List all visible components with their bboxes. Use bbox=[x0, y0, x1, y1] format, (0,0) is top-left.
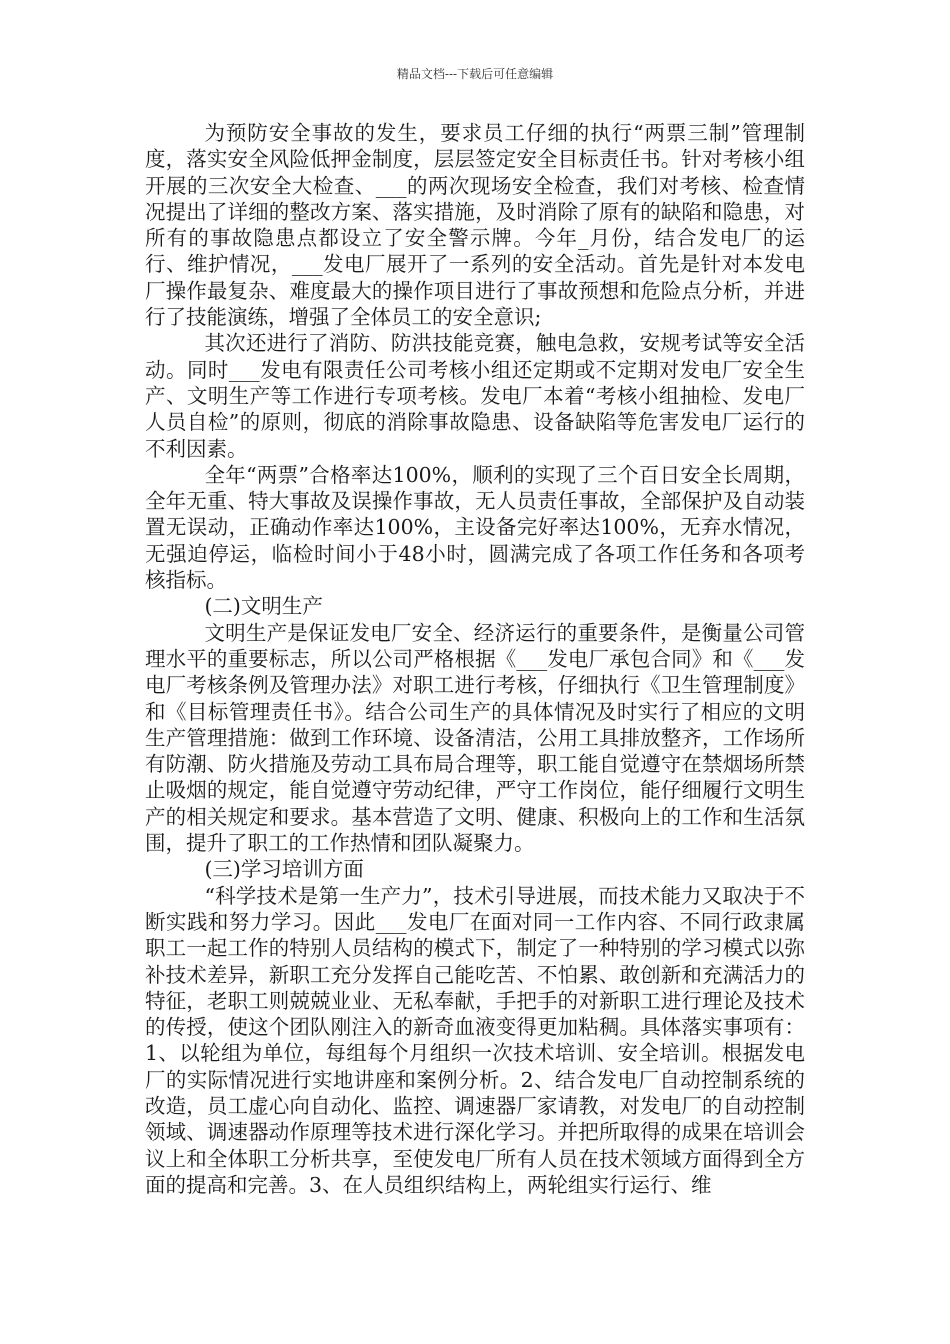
paragraph-safety-results: 全年“两票”合格率达100%，顺利的实现了三个百日安全长周期，全年无重、特大事故及误操作事故，无人员责任事故，全部保护及自动装置无误动，正确动作率达100%，主设备完好率达100%，无弃水情况，无强迫停运，临检时间小于48小时，圆满完成了各项工作任务和各项考核指标。 bbox=[145, 462, 805, 593]
document-body bbox=[145, 120, 805, 1198]
paragraph-civilized-production: 文明生产是保证发电厂安全、经济运行的重要条件，是衡量公司管理水平的重要标志，所以公司严格根据《___发电厂承包合同》和《___发电厂考核条例及管理办法》对职工进行考核，仔细执行《卫生管理制度》和《目标管理责任书》。结合公司生产的具体情况及时实行了相应的文明生产管理措施：做到工作环境、设备清洁，公用工具排放整齐，工作场所有防潮、防火措施及劳动工具布局合理等，职工能自觉遵守在禁烟场所禁止吸烟的规定，能自觉遵守劳动纪律，严守工作岗位，能仔细履行文明生产的相关规定和要求。基本营造了文明、健康、积极向上的工作和生活氛围，提升了职工的工作热情和团队凝聚力。 bbox=[145, 620, 805, 856]
paragraph-safety-activities: 其次还进行了消防、防洪技能竞赛，触电急救，安规考试等安全活动。同时___发电有限责任公司考核小组还定期或不定期对发电厂安全生产、文明生产等工作进行专项考核。发电厂本着“考核小组抽检、发电厂人员自检”的原则，彻底的消除事故隐患、设备缺陷等危害发电厂运行的不利因素。 bbox=[145, 331, 805, 461]
paragraph-safety-measures: 为预防安全事故的发生，要求员工仔细的执行“两票三制”管理制度，落实安全风险低押金制度，层层签定安全目标责任书。针对考核小组开展的三次安全大检查、___的两次现场安全检查，我们对考核、检查情况提出了详细的整改方案、落实措施，及时消除了原有的缺陷和隐患，对所有的事故隐患点都设立了安全警示牌。今年_月份，结合发电厂的运行、维护情况，___发电厂展开了一系列的安全活动。首先是针对本发电厂操作最复杂、难度最大的操作项目进行了事故预想和危险点分析，并进行了技能演练，增强了全体员工的安全意识; bbox=[145, 121, 805, 330]
paragraph-training: “科学技术是第一生产力”，技术引导进展，而技术能力又取决于不断实践和努力学习。因此___发电厂在面对同一工作内容、不同行政隶属职工一起工作的特别人员结构的模式下，制定了一种特别的学习模式以弥补技术差异，新职工充分发挥自己能吃苦、不怕累、敢创新和充满活力的特征，老职工则兢兢业业、无私奉献，手把手的对新职工进行理论及技术的传授，使这个团队刚注入的新奇血液变得更加粘稠。具体落实事项有：1、以轮组为单位，每组每个月组织一次技术培训、安全培训。根据发电厂的实际情况进行实地讲座和案例分析。2、结合发电厂自动控制系统的改造，员工虚心向自动化、监控、调速器厂家请教，对发电厂的自动控制领域、调速器动作原理等技术进行深化学习。并把所取得的成果在培训会议上和全体职工分析共享，至使发电厂所有人员在技术领域方面得到全方面的提高和完善。3、在人员组织结构上，两轮组实行运行、维 bbox=[145, 883, 805, 1197]
section-heading-training: (三)学习培训方面 bbox=[204, 857, 364, 882]
page-header: 精品文档---下载后可任意编辑 bbox=[396, 67, 554, 81]
section-heading-civilized-production: (二)文明生产 bbox=[204, 594, 323, 619]
